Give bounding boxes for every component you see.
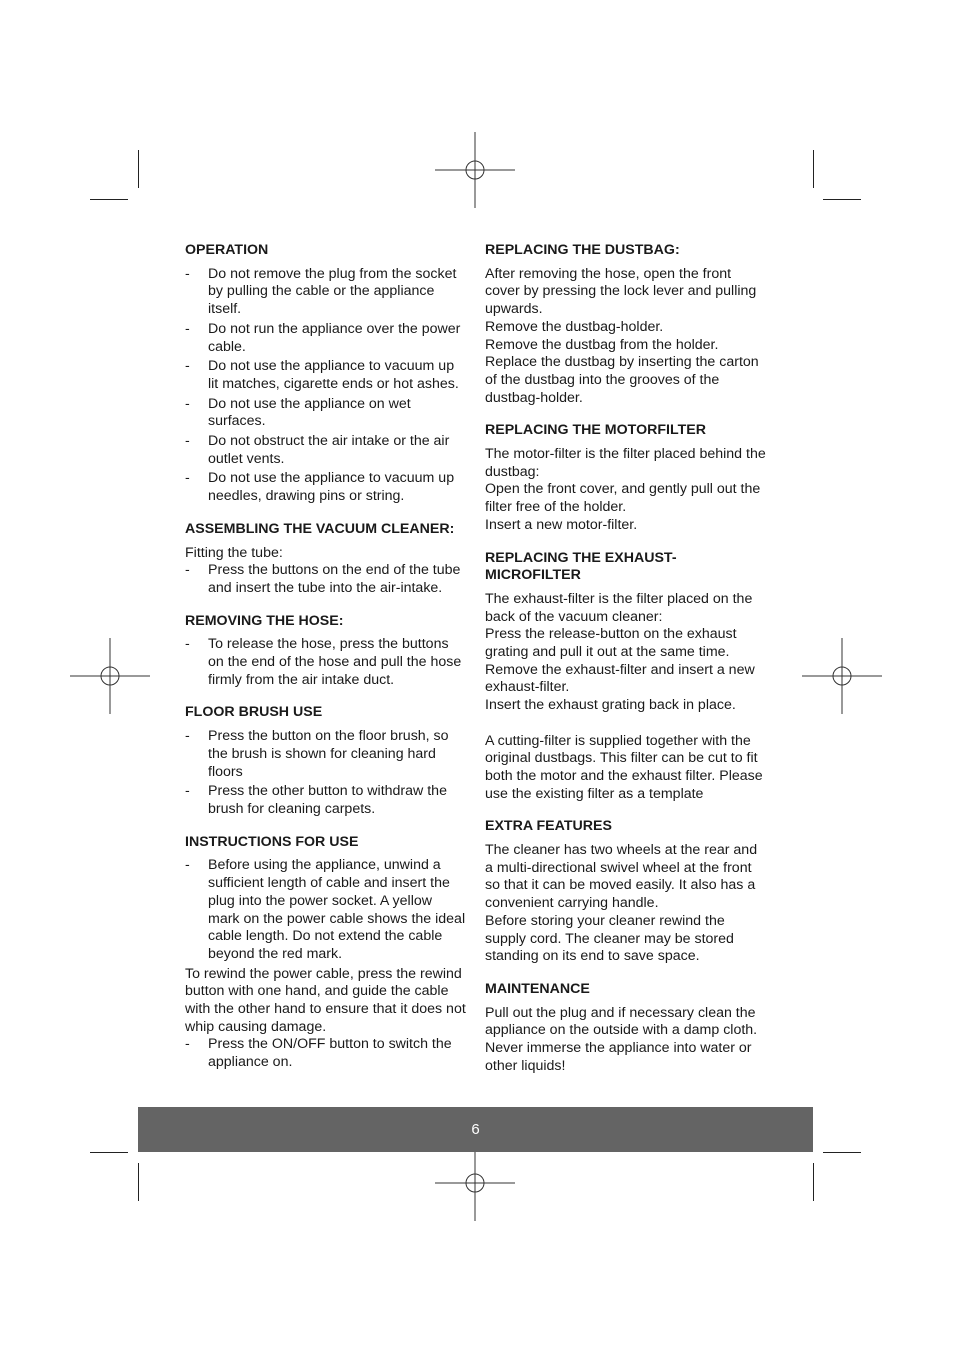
crop-mark bbox=[813, 150, 814, 188]
crop-mark bbox=[138, 1163, 139, 1201]
spacer bbox=[485, 715, 767, 733]
section-maintenance bbox=[485, 981, 767, 1076]
list-item: - Do not obstruct the air intake or the air outlet vents. bbox=[185, 433, 467, 468]
section-floor-brush-use bbox=[185, 704, 467, 818]
paragraph: After removing the hose, open the front cover by pressing the lock lever and pulling upwards. bbox=[485, 265, 757, 318]
paragraph: Remove the dustbag from the holder. bbox=[485, 336, 719, 353]
section-assembling-the-vacuum-cleaner bbox=[185, 521, 467, 598]
paragraph: Before storing your cleaner rewind the supply cord. The cleaner may be stored standing on its end to save space. bbox=[485, 912, 734, 965]
bullet-list bbox=[185, 857, 467, 963]
section-heading: REPLACING THE DUSTBAG: bbox=[485, 242, 680, 258]
paragraph: Pull out the plug and if necessary clean the appliance on the outside with a damp cloth. Never immerse the appliance into water or other liquids! bbox=[485, 1004, 758, 1074]
list-item: - Press the buttons on the end of the tube and insert the tube into the air-intake. bbox=[185, 562, 467, 597]
crop-mark bbox=[823, 1152, 861, 1153]
section-extra-features bbox=[485, 818, 767, 966]
crop-mark bbox=[90, 199, 128, 200]
list-item: - Do not remove the plug from the socket by pulling the cable or the appliance itself. bbox=[185, 266, 467, 319]
section-replacing-the-motorfilter bbox=[485, 422, 767, 534]
right-column bbox=[485, 242, 767, 1091]
paragraph: To rewind the power cable, press the rewind button with one hand, and guide the cable with the other hand to ensure that it does not whip causing damage. bbox=[185, 965, 466, 1035]
paragraph: The motor-filter is the filter placed behind the dustbag: bbox=[485, 446, 766, 480]
list-item: - To release the hose, press the buttons on the end of the hose and pull the hose firmly from the air intake duct. bbox=[185, 636, 467, 689]
section-instructions-for-use bbox=[185, 834, 467, 1072]
section-removing-the-hose bbox=[185, 613, 467, 690]
paragraph: Insert the exhaust grating back in place. bbox=[485, 697, 736, 714]
list-item: - Do not use the appliance to vacuum up lit matches, cigarette ends or hot ashes. bbox=[185, 358, 467, 393]
registration-mark-icon bbox=[435, 130, 515, 210]
crop-mark bbox=[90, 1152, 128, 1153]
registration-mark-icon bbox=[70, 636, 150, 716]
list-item: - Press the other button to withdraw the brush for cleaning carpets. bbox=[185, 783, 467, 818]
list-item: - Do not use the appliance on wet surfaces. bbox=[185, 396, 467, 431]
paragraph: Fitting the tube: bbox=[185, 544, 283, 561]
list-item: - Do not run the appliance over the power cable. bbox=[185, 321, 467, 356]
crop-mark bbox=[138, 150, 139, 188]
crop-mark bbox=[823, 199, 861, 200]
section-operation bbox=[185, 242, 467, 506]
section-replacing-the-exhaust-microfilter bbox=[485, 550, 767, 804]
paragraph: The exhaust-filter is the filter placed on the back of the vacuum cleaner: bbox=[485, 590, 753, 625]
section-heading: EXTRA FEATURES bbox=[485, 818, 612, 835]
list-item: - Press the ON/OFF button to switch the appliance on. bbox=[185, 1036, 467, 1071]
section-heading: MAINTENANCE bbox=[485, 981, 590, 997]
registration-mark-icon bbox=[435, 1143, 515, 1223]
bullet-list bbox=[185, 266, 467, 506]
bullet-list bbox=[185, 1036, 467, 1071]
paragraph: Remove the exhaust-filter and insert a new exhaust-filter. bbox=[485, 661, 755, 696]
section-replacing-the-dustbag bbox=[485, 242, 767, 407]
paragraph: The cleaner has two wheels at the rear and a multi-directional swivel wheel at the front so that it can be moved easily. It also has a convenient carrying handle. bbox=[485, 842, 758, 912]
section-heading: OPERATION bbox=[185, 242, 269, 258]
paragraph: Open the front cover, and gently pull out the filter free of the holder. bbox=[485, 481, 761, 516]
list-item: - Do not use the appliance to vacuum up needles, drawing pins or string. bbox=[185, 470, 467, 505]
footer-bar bbox=[138, 1107, 813, 1152]
bullet-list bbox=[185, 636, 467, 689]
bullet-list bbox=[185, 562, 467, 597]
section-heading: INSTRUCTIONS FOR USE bbox=[185, 833, 359, 850]
section-heading: ASSEMBLING THE VACUUM CLEANER: bbox=[185, 520, 455, 537]
section-heading: REPLACING THE EXHAUST-MICROFILTER bbox=[485, 549, 677, 584]
section-heading: REPLACING THE MOTORFILTER bbox=[485, 422, 706, 439]
paragraph: A cutting-filter is supplied together with the original dustbags. This filter can be cut to fit both the motor and the exhaust filter. Please use the existing filter as a template bbox=[485, 732, 763, 802]
paragraph: Remove the dustbag-holder. bbox=[485, 318, 664, 335]
section-heading: REMOVING THE HOSE: bbox=[185, 612, 344, 629]
paragraph: Insert a new motor-filter. bbox=[485, 516, 638, 533]
paragraph: Press the release-button on the exhaust grating and pull it out at the same time. bbox=[485, 626, 737, 661]
registration-mark-icon bbox=[802, 636, 882, 716]
page-number: 6 bbox=[471, 1121, 480, 1138]
section-heading: FLOOR BRUSH USE bbox=[185, 704, 323, 721]
bullet-list bbox=[185, 728, 467, 819]
list-item: - Press the button on the floor brush, so the brush is shown for cleaning hard floors bbox=[185, 728, 467, 781]
paragraph: Replace the dustbag by inserting the carton of the dustbag into the grooves of the dustbag-holder. bbox=[485, 354, 759, 406]
list-item: - Before using the appliance, unwind a sufficient length of cable and insert the plug into the power socket. A yellow mark on the power cable shows the ideal cable length. Do not extend the cable beyond the red mark. bbox=[185, 857, 467, 963]
left-column bbox=[185, 242, 467, 1087]
crop-mark bbox=[813, 1163, 814, 1201]
